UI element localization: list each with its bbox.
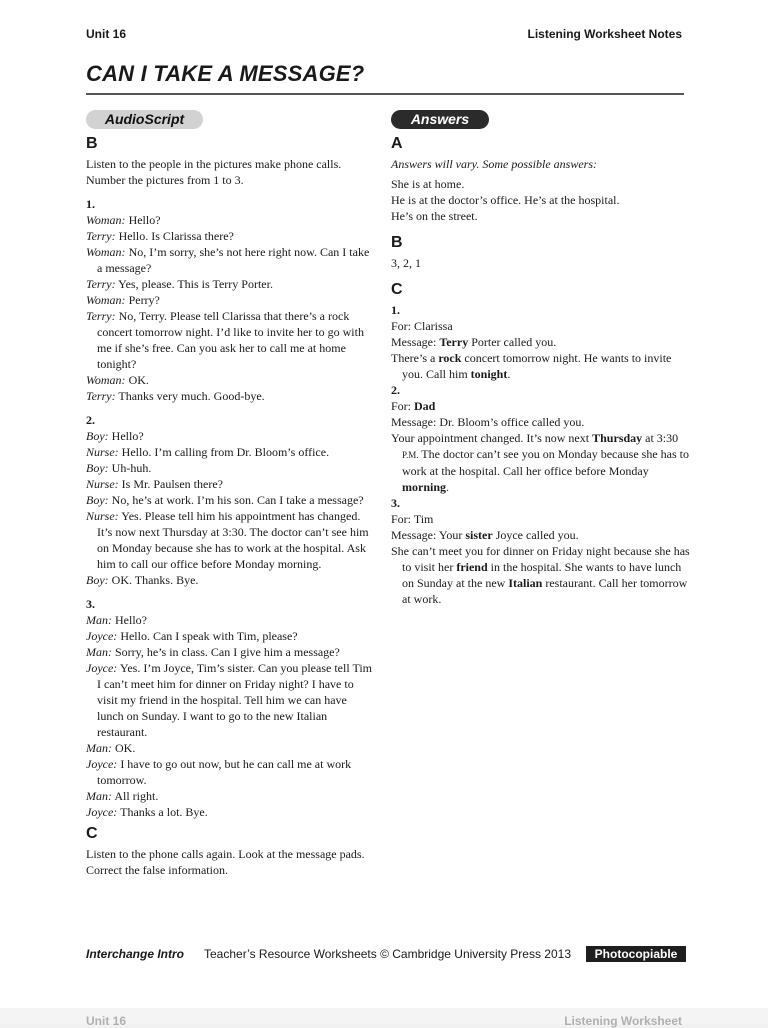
answers-b-value: 3, 2, 1 (391, 256, 421, 270)
speaker: Joyce: (86, 629, 118, 643)
dialogue-line (86, 756, 376, 788)
speaker: Nurse: (86, 477, 119, 491)
dialogue-line (86, 612, 376, 628)
speaker: Boy: (86, 573, 109, 587)
speaker: Man: (86, 613, 112, 627)
dialogue-line (86, 788, 376, 804)
next-page-unit: Unit 16 (86, 1014, 127, 1028)
speaker: Boy: (86, 493, 109, 507)
speaker: Boy: (86, 429, 109, 443)
footer-credit: Teacher’s Resource Worksheets © Cambridge University Press 2013 (204, 947, 571, 961)
section-c-heading: C (86, 825, 98, 842)
dialogue-line (86, 444, 376, 460)
message-detail: She can’t meet you for dinner on Friday night because she has to visit her friend in the hospital. She wants to have lunch on Sunday at the new Italian restaurant. Call her tomorrow at work. (391, 544, 690, 606)
answer-line: He’s on the street. (391, 209, 478, 223)
item-number: 3. (391, 496, 400, 510)
dialogue-line (86, 212, 376, 228)
dialogue-line (86, 660, 376, 740)
answer-line: She is at home. (391, 177, 465, 191)
message-detail: Your appointment changed. It’s now next Thursday at 3:30 P.M. The doctor can’t see you on Monday because she has to work at the hospital. Call her office before Monday morning. (391, 431, 689, 494)
message-line: Message: Dr. Bloom’s office called you. (391, 415, 585, 429)
line-text: OK. Thanks. Bye. (111, 573, 199, 587)
answers-pill: Answers (391, 110, 489, 129)
audioscript-pill: AudioScript (86, 110, 203, 129)
section-b-heading: B (86, 135, 98, 152)
next-page-section: Listening Worksheet (564, 1014, 682, 1028)
corrected-word: Italian (508, 576, 543, 590)
speaker: Man: (86, 789, 112, 803)
speaker: Woman: (86, 213, 126, 227)
speaker: Joyce: (86, 757, 118, 771)
message-pad-1 (391, 302, 691, 382)
dialogue-line (86, 308, 376, 372)
line-text: OK. (128, 373, 149, 387)
item-number: 1. (391, 303, 400, 317)
message-line: Message: Terry Porter called you. (391, 335, 557, 349)
speaker: Woman: (86, 293, 126, 307)
corrected-word: morning (402, 480, 447, 494)
answers-a-note: Answers will vary. Some possible answers: (391, 157, 597, 171)
dialogue-line (86, 628, 376, 644)
line-text: No, he’s at work. I’m his son. Can I take a message? (111, 493, 364, 507)
dialogue-line (86, 804, 376, 820)
line-text: Is Mr. Paulsen there? (121, 477, 223, 491)
line-text: Yes, please. This is Terry Porter. (118, 277, 273, 291)
speaker: Joyce: (86, 661, 118, 675)
line-text: Yes. Please tell him his appointment has changed. It’s now next Thursday at 3:30. The doctor can’t see him on Monday because she has to work at the hospital. Ask him to call our office before Monday morning. (97, 509, 369, 571)
dialogue-line (86, 388, 376, 404)
line-text: Hello. Is Clarissa there? (118, 229, 234, 243)
line-text: OK. (115, 741, 136, 755)
speaker: Woman: (86, 245, 126, 259)
line-text: Hello? (115, 613, 147, 627)
speaker: Nurse: (86, 445, 119, 459)
item-number: 2. (391, 383, 400, 397)
dialogue-line (86, 476, 376, 492)
page-title: CAN I TAKE A MESSAGE? (86, 61, 365, 86)
dialogue-line (86, 228, 376, 244)
dialogue-line (86, 292, 376, 308)
call-number: 2. (86, 413, 95, 427)
speaker: Joyce: (86, 805, 118, 819)
message-detail: There’s a rock concert tomorrow night. He wants to invite you. Call him tonight. (391, 351, 672, 381)
dialogue-line (86, 372, 376, 388)
line-text: No, Terry. Please tell Clarissa that there’s a rock concert tomorrow night. I’d like to invite her to go with me if she’s free. Can you ask her to call me at home tonight? (97, 309, 364, 371)
unit-label: Unit 16 (86, 27, 127, 41)
line-text: I have to go out now, but he can call me at work tomorrow. (97, 757, 352, 787)
dialogue-line (86, 276, 376, 292)
speaker: Terry: (86, 229, 116, 243)
line-text: Uh-huh. (111, 461, 152, 475)
call-number: 1. (86, 197, 95, 211)
page-footer (86, 946, 686, 964)
dialogue-line (86, 508, 376, 572)
line-text: Yes. I’m Joyce, Tim’s sister. Can you please tell Tim I can’t meet him for dinner on Friday night? I have to visit my friend in the hospital. Tell him we can have lunch on Sunday. I want to go to the new Italian restaurant. (97, 661, 373, 739)
for-line: For: Dad (391, 399, 436, 413)
dialogue-line (86, 644, 376, 660)
answers-a-heading: A (391, 135, 403, 152)
for-value: Clarissa (414, 319, 453, 333)
audioscript-column (86, 110, 376, 878)
dialogue-line (86, 244, 376, 276)
line-text: Hello. Can I speak with Tim, please? (120, 629, 298, 643)
line-text: Hello? (111, 429, 144, 443)
speaker: Woman: (86, 373, 126, 387)
dialogue-line (86, 492, 376, 508)
dialogue-line (86, 428, 376, 444)
section-c-instructions: Listen to the phone calls again. Look at the message pads. Correct the false information. (86, 847, 365, 877)
for-value: Tim (413, 512, 434, 526)
title-rule (86, 93, 684, 95)
corrected-word: sister (465, 528, 493, 542)
for-line: For: Clarissa (391, 319, 453, 333)
dialogue-line (86, 460, 376, 476)
speaker: Boy: (86, 461, 109, 475)
answers-column (391, 110, 691, 607)
line-text: All right. (114, 789, 159, 803)
speaker: Man: (86, 741, 112, 755)
section-b-instructions: Listen to the people in the pictures make phone calls. Number the pictures from 1 to 3. (86, 157, 342, 187)
corrected-word: Thursday (592, 431, 643, 445)
call-number: 3. (86, 597, 95, 611)
footer-brand: Interchange Intro (86, 947, 185, 961)
photocopiable-badge: Photocopiable (586, 946, 686, 962)
corrected-word: tonight (470, 367, 508, 381)
speaker: Terry: (86, 389, 116, 403)
dialogue-line (86, 740, 376, 756)
answer-line: He is at the doctor’s office. He’s at the hospital. (391, 193, 620, 207)
speaker: Terry: (86, 277, 116, 291)
speaker: Man: (86, 645, 112, 659)
line-text: No, I’m sorry, she’s not here right now. Can I take a message? (97, 245, 370, 275)
dialogue-line (86, 572, 376, 588)
line-text: Hello. I’m calling from Dr. Bloom’s office. (121, 445, 330, 459)
corrected-word: Terry (439, 335, 469, 349)
line-text: Thanks a lot. Bye. (120, 805, 208, 819)
corrected-word: friend (456, 560, 488, 574)
speaker: Nurse: (86, 509, 119, 523)
section-label: Listening Worksheet Notes (527, 27, 682, 41)
line-text: Thanks very much. Good-bye. (118, 389, 265, 403)
message-pad-2 (391, 382, 691, 495)
call-1 (86, 196, 376, 404)
line-text: Sorry, he’s in class. Can I give him a message? (115, 645, 340, 659)
line-text: Hello? (128, 213, 161, 227)
message-line: Message: Your sister Joyce called you. (391, 528, 579, 542)
corrected-word: rock (438, 351, 462, 365)
call-2 (86, 412, 376, 588)
answers-c-heading: C (391, 281, 403, 298)
for-value: Dad (414, 399, 436, 413)
speaker: Terry: (86, 309, 116, 323)
answers-b-heading: B (391, 234, 403, 251)
message-pad-3 (391, 495, 691, 607)
for-line: For: Tim (391, 512, 434, 526)
line-text: Perry? (128, 293, 160, 307)
call-3 (86, 596, 376, 820)
